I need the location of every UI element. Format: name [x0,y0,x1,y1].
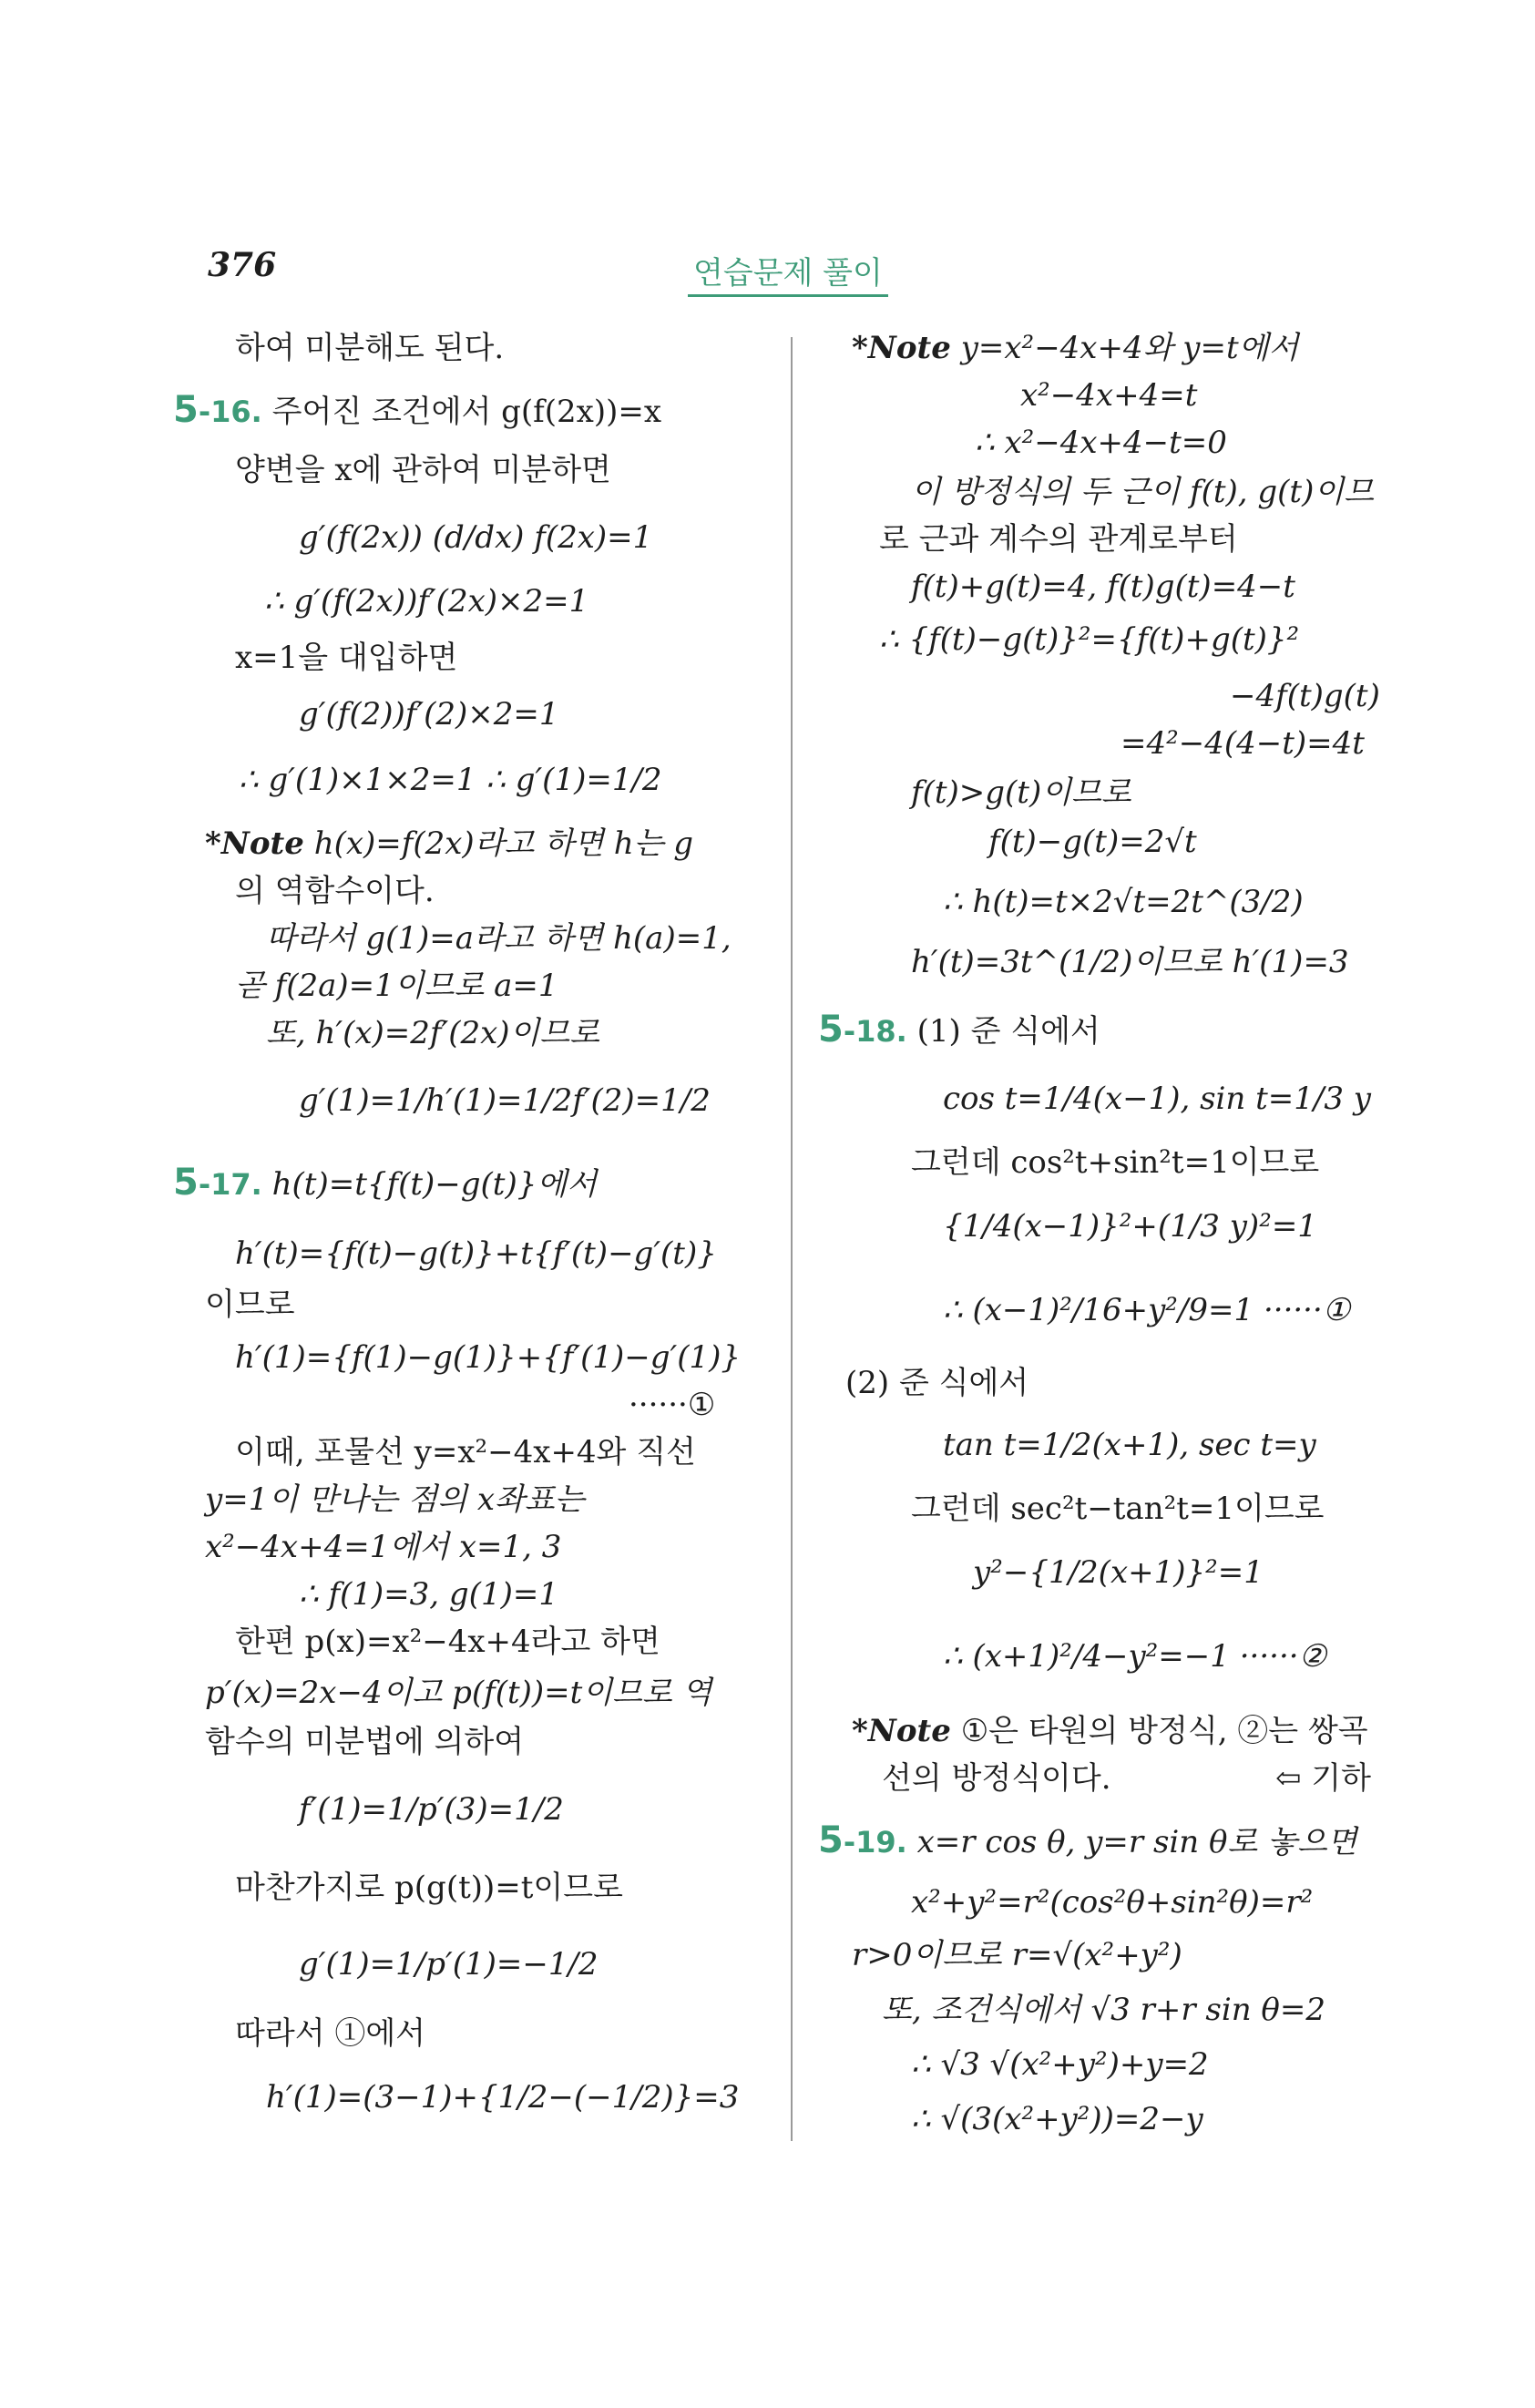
equation: cos t=1/4(x−1), sin t=1/3 y [943,1081,1371,1117]
cross-reference: ⇦ 기하 [1275,1760,1371,1797]
equation: y²−{1/2(x+1)}²=1 [973,1554,1264,1591]
equation: ∴ {f(t)−g(t)}²={f(t)+g(t)}² [879,621,1300,658]
note-line [205,825,693,862]
problem-number: 5 [818,1009,844,1050]
column-divider [791,337,793,2141]
text-line: 함수의 미분법에 의하여 [205,1724,525,1760]
text-line: p′(x)=2x−4이고 p(f(t))=t이므로 역 [205,1675,712,1711]
equation: h′(1)={f(1)−g(1)}+{f′(1)−g′(1)} [235,1339,742,1376]
text-line: 곧 f(2a)=1이므로 a=1 [235,968,558,1004]
text-line: 이때, 포물선 y=x²−4x+4와 직선 [235,1434,696,1470]
equation: h′(t)={f(t)−g(t)}+t{f′(t)−g′(t)} [235,1235,717,1272]
text-line: 마찬가지로 p(g(t))=t이므로 [235,1870,623,1906]
equation: f(t)−g(t)=2√t [988,824,1197,860]
note-line [852,1713,1368,1749]
page-header [0,246,1535,301]
text-line: 이므로 [205,1286,295,1323]
equation: {1/4(x−1)}²+(1/3 y)²=1 [943,1208,1317,1245]
equation: x²−4x+4=t [1020,377,1198,414]
problem-sub-number: -18. [843,1014,907,1049]
note-label: *Note [852,330,951,366]
equation: ∴ h(t)=t×2√t=2t^(3/2) [943,884,1304,920]
equation-result: ∴ (x+1)²/4−y²=−1 ······② [943,1638,1327,1675]
note-line [852,330,1298,366]
problem-5-19-header [818,1819,1357,1861]
continued-line: 하여 미분해도 된다. [235,330,505,366]
equation: ∴ g′(f(2x))f′(2x)×2=1 [264,583,589,620]
text-line: y=1이 만나는 점의 x좌표는 [205,1481,585,1518]
problem-sub-number: -17. [198,1167,262,1202]
note-text: h(x)=f(2x)라고 하면 h는 g [313,825,694,862]
problem-sub-number: -19. [843,1825,907,1860]
text-line: r>0이므로 r=√(x²+y²) [852,1937,1182,1973]
equation-result: h′(t)=3t^(1/2)이므로 h′(1)=3 [911,944,1349,980]
equation: =4²−4(4−t)=4t [1121,725,1365,762]
text-line: f(t)>g(t)이므로 [911,774,1131,811]
text-line: x²−4x+4=1에서 x=1, 3 [205,1529,562,1565]
problem-number: 5 [173,389,199,431]
equation: g′(1)=1/p′(1)=−1/2 [299,1946,599,1983]
problem-5-17-header [173,1164,597,1203]
text-line: 또, 조건식에서 √3 r+r sin θ=2 [882,1992,1326,2028]
text-line: 의 역함수이다. [235,873,435,909]
text-line: 따라서 g(1)=a라고 하면 h(a)=1, [266,920,732,957]
note-text: y=x²−4x+4와 y=t에서 [960,330,1299,366]
text-line: 또, h′(x)=2f′(2x)이므로 [266,1015,600,1051]
equation: f′(1)=1/p′(3)=1/2 [299,1791,564,1828]
equation: ∴ √3 √(x²+y²)+y=2 [911,2046,1209,2083]
running-title: 연습문제 풀이 [688,248,888,297]
problem-intro: h(t)=t{f(t)−g(t)}에서 [271,1166,598,1203]
equation-result: h′(1)=(3−1)+{1/2−(−1/2)}=3 [266,2079,740,2116]
problem-5-18-header [818,1011,1100,1050]
equation: g′(f(2x)) (d/dx) f(2x)=1 [299,519,653,556]
text-line: 양변을 x에 관하여 미분하면 [235,452,611,488]
equation: ∴ x²−4x+4−t=0 [975,425,1227,461]
text-line: 로 근과 계수의 관계로부터 [879,521,1238,558]
problem-number: 5 [173,1162,199,1204]
text-line: 따라서 ①에서 [235,2015,426,2052]
equation: ∴ f(1)=3, g(1)=1 [299,1576,558,1613]
text-line: 이 방정식의 두 근이 f(t), g(t)이므 [911,474,1375,510]
problem-intro: (1) 준 식에서 [916,1013,1100,1050]
equation: g′(1)=1/h′(1)=1/2f′(2)=1/2 [299,1082,711,1119]
note-label: *Note [205,825,304,862]
equation: g′(f(2))f′(2)×2=1 [299,696,559,733]
equation: tan t=1/2(x+1), sec t=y [943,1427,1316,1463]
equation-result: ∴ g′(1)×1×2=1 ∴ g′(1)=1/2 [239,762,662,798]
problem-sub-number: -16. [198,395,262,429]
equation: f(t)+g(t)=4, f(t)g(t)=4−t [911,569,1295,605]
text-line: (2) 준 식에서 [845,1365,1029,1401]
equation-result: ∴ √(3(x²+y²))=2−y [911,2101,1203,2137]
problem-intro: 주어진 조건에서 g(f(2x))=x [271,394,662,430]
page-number: 376 [208,246,277,284]
note-label: *Note [852,1713,951,1749]
text-line: x=1을 대입하면 [235,640,458,676]
equation: x²+y²=r²(cos²θ+sin²θ)=r² [911,1884,1314,1921]
text-line: 그런데 sec²t−tan²t=1이므로 [911,1491,1325,1527]
note-text: ①은 타원의 방정식, ②는 쌍곡 [960,1713,1368,1749]
problem-5-16-header [173,389,662,431]
equation-result: ∴ (x−1)²/16+y²/9=1 ······① [943,1292,1351,1328]
text-line: 한편 p(x)=x²−4x+4라고 하면 [235,1624,660,1660]
problem-intro: x=r cos θ, y=r sin θ로 놓으면 [916,1824,1357,1860]
problem-number: 5 [818,1819,844,1861]
text-line: 선의 방정식이다. [882,1760,1111,1797]
equation: −4f(t)g(t) [1230,678,1380,714]
text-line: 그런데 cos²t+sin²t=1이므로 [911,1144,1320,1181]
equation-marker: ······① [629,1387,716,1423]
